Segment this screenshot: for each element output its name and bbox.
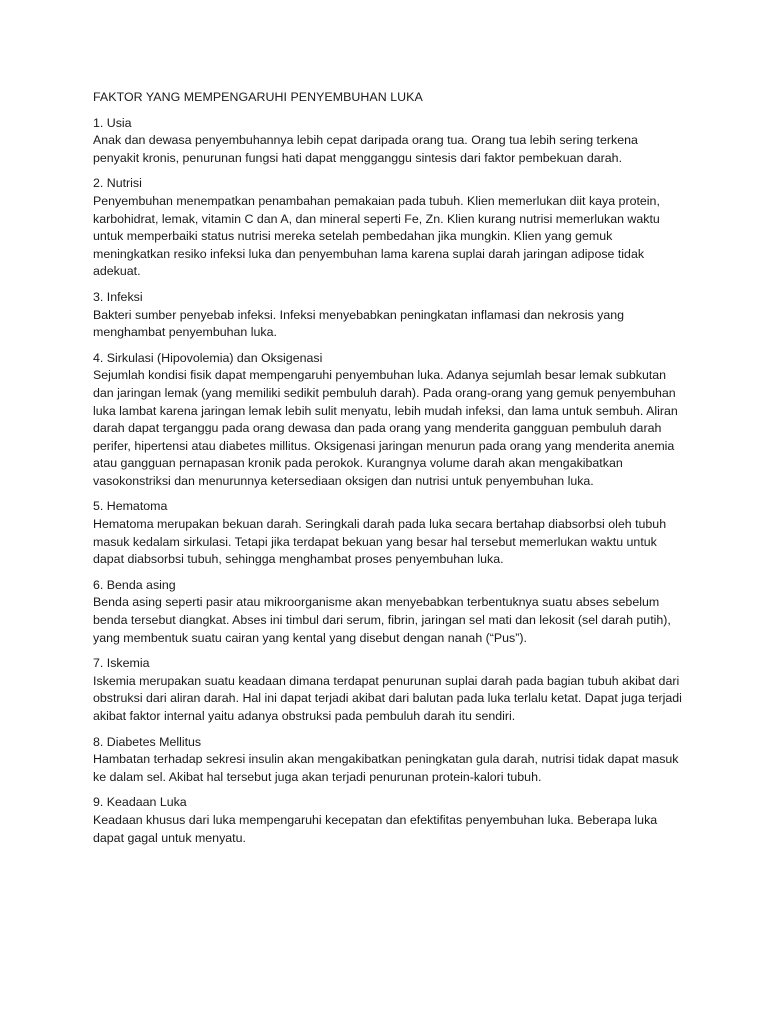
document-title: FAKTOR YANG MEMPENGARUHI PENYEMBUHAN LUKA [93, 90, 423, 104]
section-heading: 5. Hematoma [93, 499, 168, 514]
section-heading: 6. Benda asing [93, 577, 176, 592]
section-body: Bakteri sumber penyebab infeksi. Infeksi menyebabkan peningkatan inflamasi dan nekrosis yang menghambat penyembuhan luka. [93, 307, 625, 340]
section-body: Penyembuhan menempatkan penambahan pemakaian pada tubuh. Klien memerlukan diit kaya protein, karbohidrat, lemak, vitamin C dan A, dan mineral seperti Fe, Zn. Klien kurang nutrisi memerlukan waktu untuk memperbaiki status nutrisi mereka setelah pembedahan jika mungkin. Klien yang gemuk meningkatkan resiko infeksi luka dan penyembuhan lama karena suplai darah jaringan adipose tidak adekuat. [93, 193, 660, 279]
section-body: Hematoma merupakan bekuan darah. Seringkali darah pada luka secara bertahap diabsorbsi oleh tubuh masuk kedalam sirkulasi. Tetapi jika terdapat bekuan yang besar hal tersebut memerlukan waktu untuk dapat diabsorbsi tubuh, sehingga menghambat proses penyembuhan luka. [93, 517, 667, 567]
section-benda-asing [93, 577, 683, 647]
section-body: Hambatan terhadap sekresi insulin akan mengakibatkan peningkatan gula darah, nutrisi tidak dapat masuk ke dalam sel. Akibat hal tersebut juga akan terjadi penurunan protein-kalori tubuh. [93, 752, 679, 784]
section-heading: 8. Diabetes Mellitus [93, 734, 202, 749]
section-iskemia [93, 655, 683, 725]
section-heading: 7. Iskemia [93, 656, 150, 671]
section-heading: 3. Infeksi [93, 289, 143, 304]
section-heading: 2. Nutrisi [93, 176, 142, 191]
section-body: Keadaan khusus dari luka mempengaruhi kecepatan dan efektifitas penyembuhan luka. Beberapa luka dapat gagal untuk menyatu. [93, 812, 658, 845]
section-body: Anak dan dewasa penyembuhannya lebih cepat daripada orang tua. Orang tua lebih sering terkena penyakit kronis, penurunan fungsi hati dapat mengganggu sintesis dari faktor pembekuan darah. [93, 133, 638, 165]
section-body: Benda asing seperti pasir atau mikroorganisme akan menyebabkan terbentuknya suatu abses sebelum benda tersebut diangkat. Abses ini timbul dari serum, fibrin, jaringan sel mati dan lekosit (sel darah putih), yang membentuk suatu cairan yang kental yang disebut dengan nanah (“Pus”). [93, 595, 671, 645]
section-body: Sejumlah kondisi fisik dapat mempengaruhi penyembuhan luka. Adanya sejumlah besar lemak subkutan dan jaringan lemak (yang memiliki sedikit pembuluh darah). Pada orang-orang yang gemuk penyembuhan luka lambat karena jaringan lemak lebih sulit menyatu, lebih mudah infeksi, dan lama untuk sembuh. Aliran darah dapat terganggu pada orang dewasa dan pada orang yang menderita gangguan pembuluh darah perifer, hipertensi atau diabetes millitus. Oksigenasi jaringan menurun pada orang yang menderita anemia atau gangguan pernapasan kronik pada perokok. Kurangnya volume darah akan mengakibatkan vasokonstriksi dan menurunnya ketersediaan oksigen dan nutrisi untuk penyembuhan luka. [93, 368, 678, 488]
section-keadaan-luka [93, 794, 683, 847]
section-usia [93, 115, 683, 168]
section-body: Iskemia merupakan suatu keadaan dimana terdapat penurunan suplai darah pada bagian tubuh akibat dari obstruksi dari aliran darah. Hal ini dapat terjadi akibat dari balutan pada luka terlalu ketat. Dapat juga terjadi akibat faktor internal yaitu adanya obstruksi pada pembuluh darah itu sendiri. [93, 673, 682, 723]
section-heading: 4. Sirkulasi (Hipovolemia) dan Oksigenasi [93, 350, 323, 365]
document-page [93, 89, 683, 855]
section-heading: 1. Usia [93, 115, 132, 130]
section-hematoma [93, 498, 683, 568]
section-heading: 9. Keadaan Luka [93, 795, 187, 810]
section-nutrisi [93, 175, 683, 281]
section-sirkulasi [93, 350, 683, 491]
section-diabetes-mellitus [93, 734, 683, 787]
section-infeksi [93, 289, 683, 342]
